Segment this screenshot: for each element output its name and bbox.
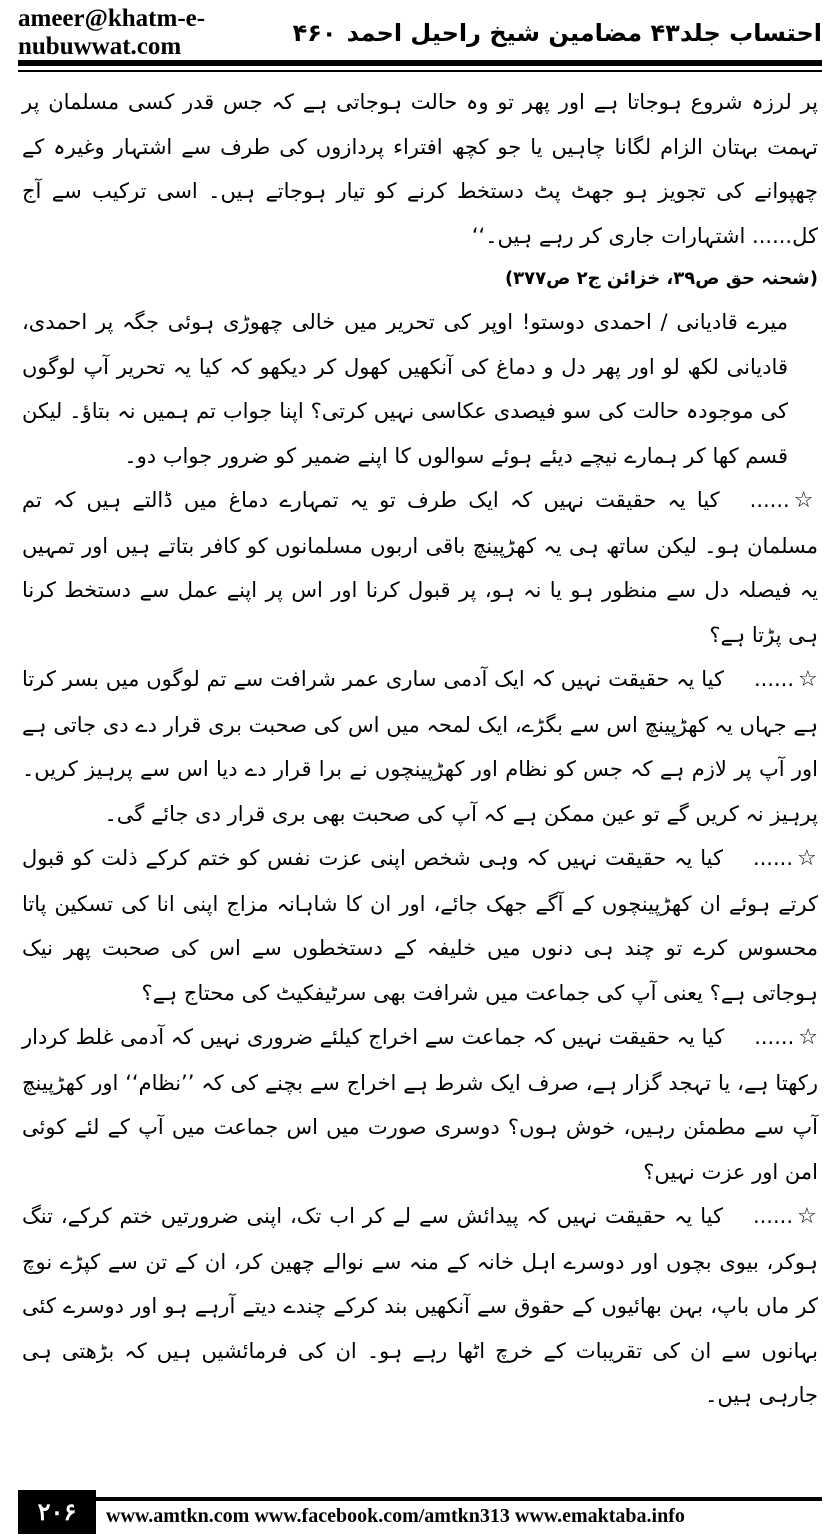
header-title	[283, 19, 822, 47]
question-3	[22, 836, 818, 1015]
page-header	[18, 5, 822, 60]
header-rule-thin	[18, 70, 822, 72]
question-text: کیا یہ حقیقت نہیں کہ وہی شخص اپنی عزت نفس کو ختم کرکے ذلت کو قبول کرتے ہوئے ان کھڑپینچوں کے آگے جھک جائے، اور ان کا شاہانہ مزاج اپنی انا کی تسکین پاتا محسوس کرے تو چند ہی دنوں میں خلیفہ کے دستخطوں سے اس کی صحبت پھر نیک ہوجاتی ہے؟ یعنی آپ کی جماعت میں شرافت بھی سرٹیفکیٹ کی محتاج ہے؟	[22, 846, 818, 1005]
question-4	[22, 1015, 818, 1194]
footer-links-block	[96, 1490, 822, 1534]
header-page-number: ۴۶۰	[292, 19, 337, 47]
question-1	[22, 478, 818, 657]
reference-citation: (شحنہ حق ص۳۹، خزائن ج۲ ص۳۷۷)	[504, 268, 818, 289]
book-title: احتساب جلد۴۳ مضامین شیخ راحیل احمد	[346, 19, 822, 47]
dots: ......	[749, 488, 790, 512]
dots: ......	[752, 846, 794, 870]
dots: ......	[754, 1025, 795, 1049]
paragraph-address: میرے قادیانی / احمدی دوستو! اوپر کی تحریر میں خالی چھوڑی ہوئی جگہ پر احمدی، قادیانی لکھ لو اور پھر دل و دماغ کی آنکھیں کھول کر دیکھو کہ کیا یہ تحریر آپ لوگوں کی موجودہ حالت کی سو فیصدی عکاسی نہیں کرتی؟ اپنا جواب تم ہمیں نہ بتاؤ۔ لیکن قسم کھا کر ہمارے نیچے دیئے ہوئے سوالوں کا اپنے ضمیر کو ضرور جواب دو۔	[22, 310, 788, 468]
question-text: کیا یہ حقیقت نہیں کہ پیدائش سے لے کر اب تک، اپنی ضرورتیں ختم کرکے، تنگ ہوکر، بیوی بچوں اور دوسرے اہل خانہ کے منہ سے نوالے چھین کر، ان کے تن سے کپڑے نوچ کر ماں باپ، بہن بھائیوں کے حقوق سے آنکھیں بند کرکے چندے دیتے آرہے ہو اور دوسرے کئی بہانوں سے ان کی تقریبات کے خرچ اٹھا رہے ہو۔ ان کی فرمائشیں ہیں کہ بڑھتی ہی جارہی ہیں۔	[22, 1204, 818, 1407]
header-email[interactable]: ameer@khatm-e-nubuwwat.com	[18, 5, 206, 60]
dots: ......	[752, 1204, 794, 1228]
footer-page-number: ۲۰۶	[18, 1490, 96, 1534]
header-rule-thick	[18, 60, 822, 66]
star-icon: ☆	[798, 1025, 818, 1050]
footer-links[interactable]: www.amtkn.com www.facebook.com/amtkn313 www.emaktaba.info	[106, 1504, 685, 1527]
question-text: کیا یہ حقیقت نہیں کہ جماعت سے اخراج کیلئے ضروری نہیں کہ آدمی غلط کردار رکھتا ہے، یا تہجد گزار ہے، صرف ایک شرط ہے اخراج سے بچنے کی کہ ’’نظام‘‘ اور کھڑپینچ آپ سے مطمئن رہیں، خوش ہوں؟ دوسری صورت میں اس جماعت میں آپ کے لئے کوئی امن اور عزت نہیں؟	[21, 1025, 818, 1184]
body-text	[22, 80, 818, 1418]
question-text: کیا یہ حقیقت نہیں کہ ایک طرف تو یہ تمہارے دماغ میں ڈالتے ہیں کہ تم مسلمان ہو۔ لیکن ساتھ ہی یہ کھڑپینچ باقی اربوں مسلمانوں کو کافر بتاتے ہیں اور تمہیں یہ فیصلہ دل سے منظور ہو یا نہ ہو، پر قبول کرنا اور اس پر اپنے عمل سے دستخط کرنا ہی پڑتا ہے؟	[22, 488, 818, 647]
question-5	[22, 1194, 818, 1418]
star-icon: ☆	[798, 667, 818, 692]
page-footer	[18, 1488, 822, 1536]
question-text: کیا یہ حقیقت نہیں کہ ایک آدمی ساری عمر شرافت سے تم لوگوں میں بسر کرتا ہے جہاں یہ کھڑپینچ اس سے بگڑے، ایک لمحہ میں اس کی صحبت بری قرار دے دی جاتی ہے اور آپ پر لازم ہے کہ جس کو نظام اور کھڑپینچوں نے برا قرار دے دیا اس سے پرہیز کریں۔ پرہیز نہ کریں گے تو عین ممکن ہے کہ آپ کی صحبت بھی بری قرار دی جائے گی۔	[22, 667, 818, 826]
footer-rule	[96, 1497, 822, 1501]
star-icon: ☆	[797, 1204, 818, 1229]
paragraph-quote-end: پر لرزہ شروع ہوجاتا ہے اور پھر تو وہ حالت ہوجاتی ہے کہ جس قدر کسی مسلمان پر تہمت بہتان الزام لگانا چاہیں یا جو کچھ افتراء پردازوں کی طرف سے اشتہار وغیرہ کے چھپوانے کی تجویز ہو جھٹ پٹ دستخط کرنے کو تیار ہوجاتے ہیں۔ اسی ترکیب سے آج کل...... اشتہارات جاری کر رہے ہیں۔‘‘	[22, 90, 818, 248]
question-2	[22, 657, 818, 836]
star-icon: ☆	[793, 488, 818, 513]
dots: ......	[753, 667, 795, 691]
star-icon: ☆	[797, 846, 818, 871]
